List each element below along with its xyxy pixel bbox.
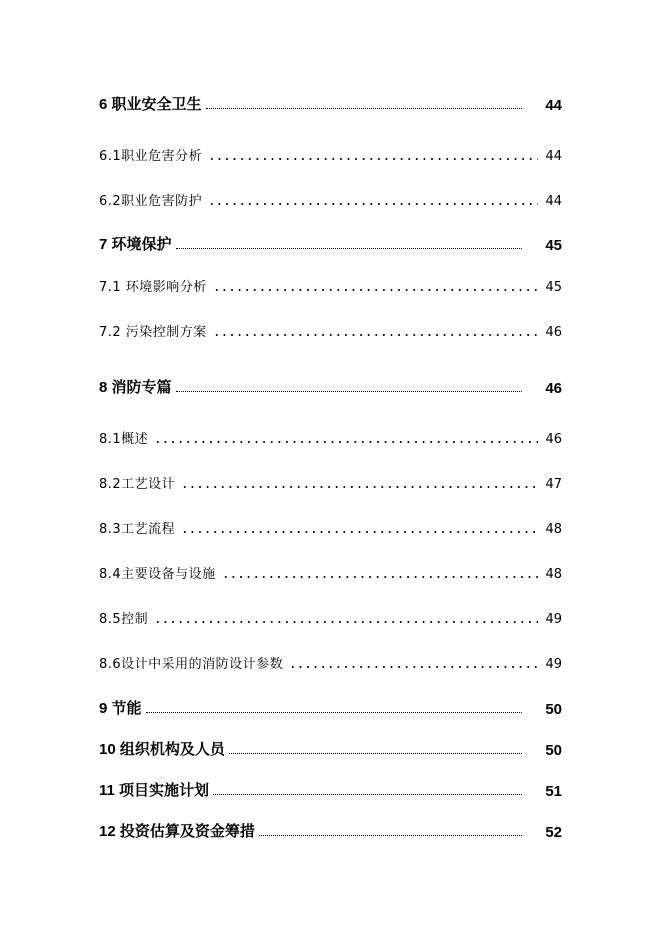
toc-leader-dots	[289, 666, 538, 668]
toc-entry-page: 46	[545, 432, 562, 447]
toc-leader-dots	[176, 247, 522, 249]
toc-entry-title: 8.6设计中采用的消防设计参数	[99, 657, 284, 672]
toc-entry-chapter-10[interactable]	[99, 735, 562, 759]
toc-entry-section-8-4[interactable]	[99, 558, 562, 582]
toc-leader-dots	[181, 486, 538, 488]
toc-entry-section-8-2[interactable]	[99, 468, 562, 492]
toc-entry-title: 7.2 污染控制方案	[99, 325, 207, 340]
toc-entry-title: 12 投资估算及资金筹措	[99, 823, 255, 840]
toc-entry-page: 45	[545, 280, 562, 295]
toc-entry-title: 8 消防专篇	[99, 379, 172, 396]
toc-leader-dots	[259, 834, 522, 836]
toc-entry-title: 10 组织机构及人员	[99, 741, 225, 758]
toc-entry-title: 6.1职业危害分析	[99, 149, 203, 164]
toc-entry-page: 44	[545, 97, 562, 114]
toc-entry-page: 47	[545, 477, 562, 492]
toc-leader-dots	[213, 793, 522, 795]
toc-entry-title: 7.1 环境影响分析	[99, 280, 207, 295]
toc-leader-dots	[154, 441, 538, 443]
toc-leader-dots	[176, 390, 522, 392]
toc-entry-page: 50	[545, 742, 562, 759]
toc-entry-chapter-7[interactable]	[99, 230, 562, 254]
toc-entry-title: 7 环境保护	[99, 236, 172, 253]
toc-entry-page: 52	[545, 824, 562, 841]
toc-entry-title: 11 项目实施计划	[99, 782, 210, 799]
toc-entry-section-7-1[interactable]	[99, 271, 562, 295]
toc-entry-page: 48	[545, 522, 562, 537]
toc-entry-page: 49	[545, 612, 562, 627]
toc-entry-title: 9 节能	[99, 700, 142, 717]
toc-leader-dots	[146, 711, 522, 713]
toc-entry-page: 44	[545, 149, 562, 164]
toc-leader-dots	[229, 752, 522, 754]
toc-leader-dots	[206, 107, 522, 109]
toc-entry-title: 8.1概述	[99, 432, 149, 447]
toc-entry-page: 51	[545, 783, 562, 800]
toc-entry-section-6-2[interactable]	[99, 185, 562, 209]
toc-entry-section-8-5[interactable]	[99, 603, 562, 627]
toc-entry-section-8-3[interactable]	[99, 513, 562, 537]
toc-entry-section-6-1[interactable]	[99, 140, 562, 164]
toc-entry-page: 46	[545, 380, 562, 397]
toc-entry-page: 50	[545, 701, 562, 718]
toc-entry-page: 48	[545, 567, 562, 582]
toc-leader-dots	[208, 158, 538, 160]
toc-entry-title: 8.3工艺流程	[99, 522, 176, 537]
toc-entry-page: 45	[545, 237, 562, 254]
toc-entry-page: 49	[545, 657, 562, 672]
toc-entry-chapter-8[interactable]	[99, 373, 562, 397]
toc-entry-title: 8.4主要设备与设施	[99, 567, 216, 582]
toc-leader-dots	[213, 334, 538, 336]
toc-entry-page: 46	[545, 325, 562, 340]
toc-entry-chapter-6[interactable]	[99, 90, 562, 114]
toc-entry-chapter-9[interactable]	[99, 694, 562, 718]
toc-entry-title: 6.2职业危害防护	[99, 194, 203, 209]
toc-leader-dots	[208, 203, 538, 205]
toc-leader-dots	[222, 576, 538, 578]
toc-entry-chapter-11[interactable]	[99, 776, 562, 800]
toc-leader-dots	[181, 531, 538, 533]
toc-entry-section-7-2[interactable]	[99, 316, 562, 340]
toc-entry-page: 44	[545, 194, 562, 209]
toc-entry-chapter-12[interactable]	[99, 817, 562, 841]
toc-leader-dots	[213, 289, 538, 291]
toc-entry-title: 8.5控制	[99, 612, 149, 627]
toc-leader-dots	[154, 621, 538, 623]
toc-entry-section-8-1[interactable]	[99, 423, 562, 447]
toc-entry-section-8-6[interactable]	[99, 648, 562, 672]
toc-entry-title: 6 职业安全卫生	[99, 96, 202, 113]
toc-entry-title: 8.2工艺设计	[99, 477, 176, 492]
